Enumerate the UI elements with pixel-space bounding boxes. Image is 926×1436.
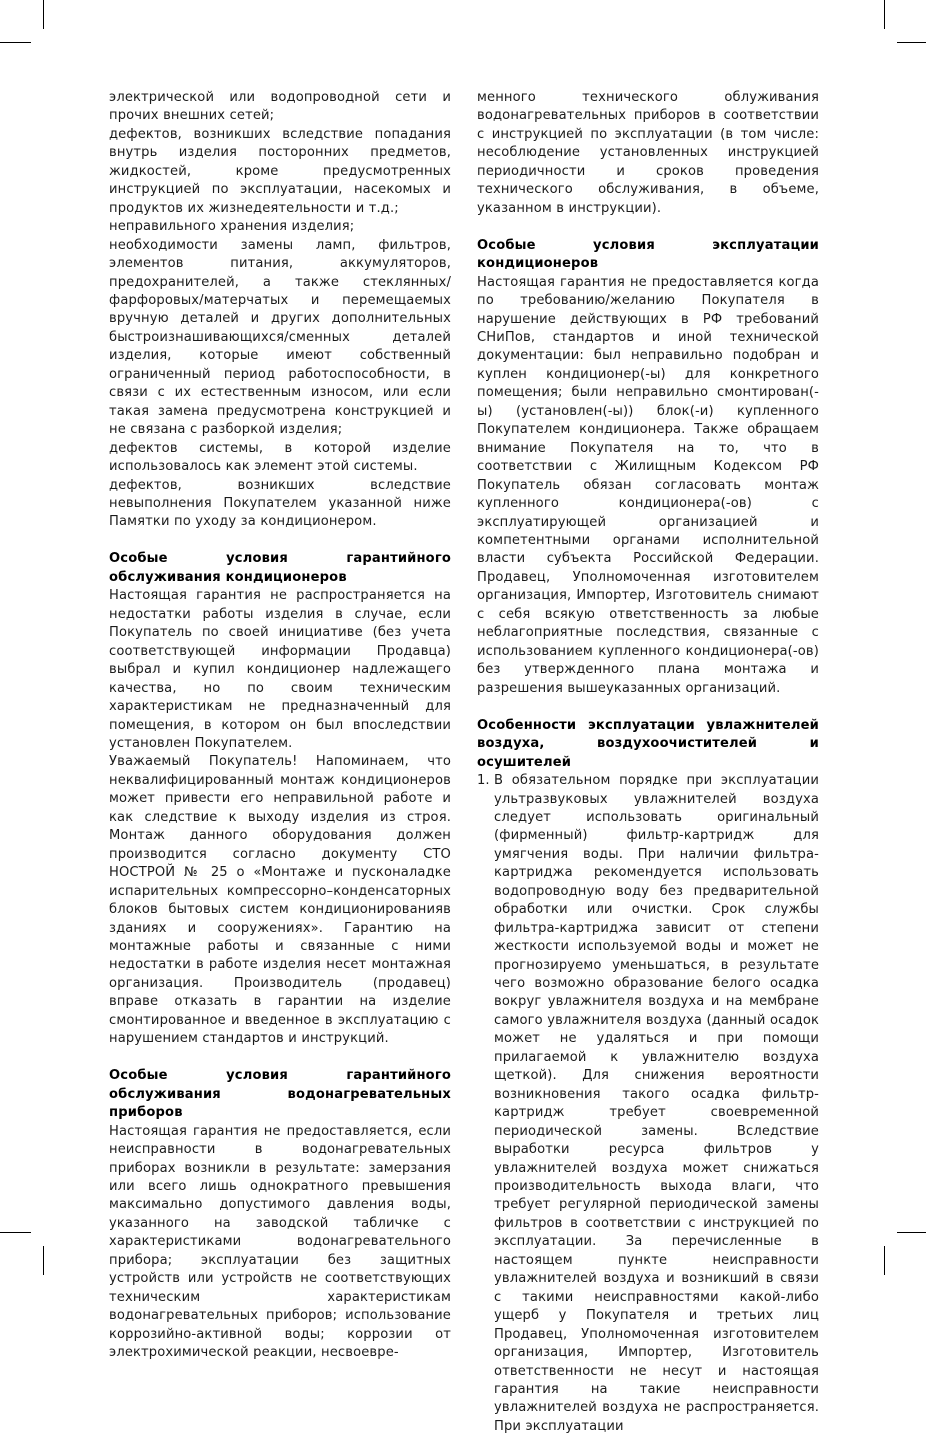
clause-external-networks: электрической или водопроводной сети и прочих внешних сетей; — [109, 90, 451, 124]
right-text-column — [477, 89, 819, 1434]
heading-special-warranty-water-heaters: Особые условия гарантийного обслуживания водонагревательных приборов — [109, 1068, 451, 1121]
numbered-item-1-text: В обязательном порядке при эксплуатации ультразвуковых увлажнителей воздуха следует использовать оригинальный (фирменный) фильтр-картридж для умягчения воды. При наличии фильтра-картриджа рекомендуется использовать водопроводную воду без предварительной обработки или очистки. Срок службы фильтра-картриджа зависит от степени жесткости используемой воды и может не прогнозируемо уменьшаться, в результате чего возможно образование белого осадка вокруг увлажнителя воздуха и на мембране самого увлажнителя воздуха (данный осадок может не удаляться и при помощи прилагаемой к увлажнителю воздуха щеткой). Для снижения вероятности возникновения такого осадка фильтр-картридж требует своевременной периодической замены. Вследствие выработки ресурса фильтров у увлажнителей воздуха может снижаться производительность выхода влаги, что требует регулярной периодической замены фильтров в соответствии с инструкцией по эксплуатации. За перечисленные в настоящем пункте неисправности увлажнителей воздуха и возникший в связи с такими неисправностями какой-либо ущерб у Покупателя и третьих лиц Продавец, Уполномоченная изготовителем организация, Импортер, Изготовитель ответственности не несут и настоящая гарантия на такие неисправности увлажнителей воздуха не распространяется. При эксплуатации — [494, 773, 819, 1434]
crop-mark-top-right-horizontal — [897, 42, 926, 43]
heading-special-operation-conditioners: Особые условия эксплуатации кондиционеров — [477, 237, 819, 272]
crop-mark-top-left-vertical — [43, 0, 44, 29]
numbered-item-1-marker: 1. — [477, 773, 490, 789]
para-warranty-not-cover-buyer-choice: Настоящая гарантия не распространяется на недостатки работы изделия в случае, если Покупатель по своей инициативе (без учета соответствующей информации Продавца) выбрал и купил кондиционер надлежащего качества, но по своим техническим характеристикам не предназначенный для помещения, в котором он был впоследствии установлен Покупателем. — [109, 588, 451, 751]
para-untimely-maintenance-continued: менного технического облуживания водонагревательных приборов в соответствии с инструкцией по эксплуатации (в том числе: несоблюдение установленных инструкцией периодичности и сроков проведения технического обслуживания, в объеме, указанном в инструкции). — [477, 90, 819, 216]
crop-mark-top-left-horizontal — [0, 42, 31, 43]
numbered-item-1 — [477, 772, 819, 1436]
crop-mark-bottom-right-horizontal — [897, 1232, 926, 1233]
clause-foreign-objects: дефектов, возникших вследствие попадания внутрь изделия посторонних предметов, жидкостей, кроме предусмотренных инструкцией по эксплуатации, насекомых и продуктов их жизнедеятельности и т.д.; — [109, 126, 451, 216]
clause-improper-storage: неправильного хранения изделия; — [109, 219, 355, 235]
spacer — [109, 1049, 451, 1068]
para-unqualified-installation-warning: Уважаемый Покупатель! Напоминаем, что неквалифицированный монтаж кондиционеров может привести его неправильной работе и как следствие к выходу изделия из строя. Монтаж данного оборудования должен производится согласно документу СТО НОСТРОЙ № 25 о «Монтаже и пусконаладке испарительных компрессорно–конденсаторных блоков бытовых систем кондиционированияв зданиях и сооружениях». Гарантию на монтажные работы и связанные с ними недостатки в работе изделия несет монтажная организация. Производитель (продавец) вправе отказать в гарантии на изделие смонтированное и введенное в эксплуатацию с нарушением стандартов и инструкций. — [109, 754, 451, 1047]
crop-mark-bottom-left-horizontal — [0, 1232, 31, 1233]
clause-consumables-replacement: необходимости замены ламп, фильтров, элементов питания, аккумуляторов, предохранителей, а также стеклянных/фарфоровых/матерчатых и перемещаемых вручную деталей и других дополнительных быстроизнашивающихся/сменных деталей изделия, которые имеют собственный ограниченный период работоспособности, в связи с их естественным износом, или если такая замена предусмотрена конструкцией и не связана с разборкой изделия; — [109, 237, 451, 438]
heading-humidifier-operation-features: Особенности эксплуатации увлажнителей воздуха, воздухоочистителей и осушителей — [477, 717, 819, 770]
spacer — [109, 532, 451, 551]
clause-care-memo-violation: дефектов, возникших вследствие невыполнения Покупателем указанной ниже Памятки по уходу за кондиционером. — [109, 477, 451, 530]
para-conditioner-operation-conditions: Настоящая гарантия не предоставляется когда по требованию/желанию Покупателя в нарушение действующих в РФ требований СНиПов, стандартов и иной технической документации: был неправильно подобран и куплен кондиционер(-ы) для конкретного помещения; были неправильно смонтирован(-ы) (установлен(-ы)) блок(-и) купленного Покупателем кондиционера. Также обращаем внимание Покупателя на то, что в соответствии с Жилищным Кодексом РФ Покупатель обязан согласовать монтаж купленного кондиционера(-ов) с эксплуатирующей организацией и компетентными органами исполнительной власти субъекта Российской Федерации. Продавец, Уполномоченная изготовителем организация, Импортер, Изготовитель снимают с себя всякую ответственность за любые неблагоприятные последствия, связанные с использованием купленного кондиционера(-ов) без утвержденного плана монтажа и разрешения вышеуказанных организаций. — [477, 274, 819, 696]
spacer — [477, 698, 819, 717]
crop-mark-top-right-vertical — [884, 0, 885, 29]
two-column-text-body — [109, 89, 819, 1434]
crop-mark-bottom-left-vertical — [43, 1246, 44, 1275]
crop-mark-bottom-right-vertical — [884, 1246, 885, 1275]
heading-special-warranty-conditioners: Особые условия гарантийного обслуживания кондиционеров — [109, 551, 451, 585]
clause-system-defects: дефектов системы, в которой изделие использовалось как элемент этой системы. — [109, 440, 451, 475]
para-water-heater-exclusions: Настоящая гарантия не предоставляется, если неисправности в водонагревательных приборах возникли в результате: замерзания или всего лишь однократного превышения максимально допустимого давления воды, указанного на заводской табличке с характеристиками водонагревательного прибора; эксплуатации без защитных устройств или устройств не соответствующих техническим характеристикам водонагревательных приборов; использование коррозийно-активной воды; коррозии от электрохимической реакции, несвоевре- — [109, 1123, 451, 1361]
left-text-column — [109, 89, 451, 1361]
spacer — [477, 218, 819, 237]
numbered-item-1-body — [494, 772, 819, 1436]
